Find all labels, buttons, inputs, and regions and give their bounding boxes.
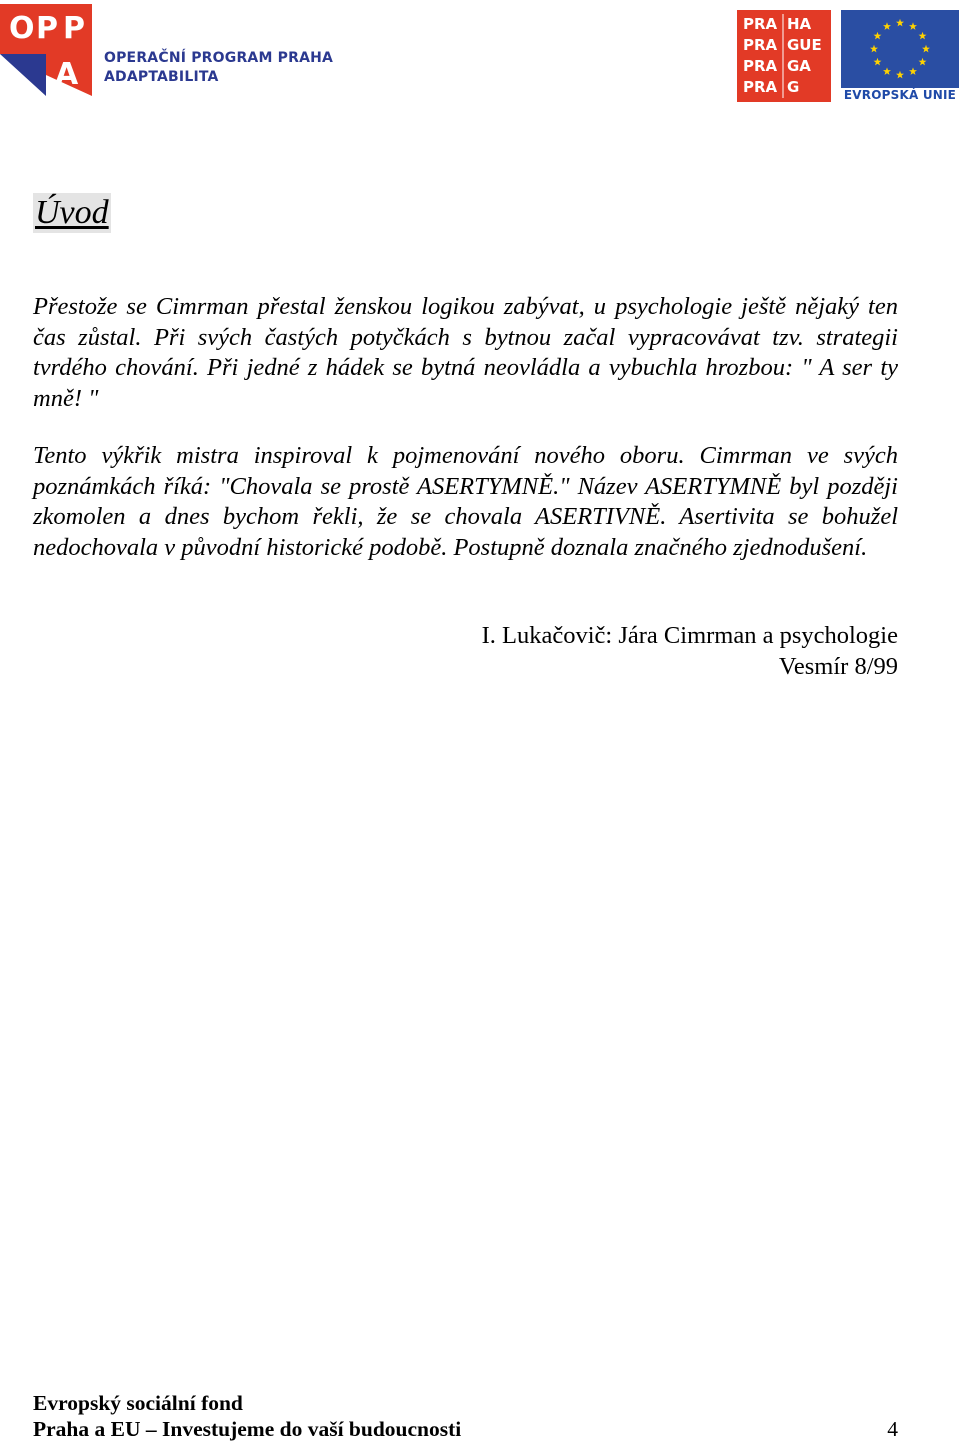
eu-flag-icon bbox=[841, 10, 959, 88]
opp-letter-a: A bbox=[55, 57, 79, 92]
praha-row3-left: PRA bbox=[743, 57, 778, 75]
praha-row4-right: G bbox=[787, 78, 800, 96]
page-number: 4 bbox=[887, 1417, 898, 1441]
praha-row1-left: PRA bbox=[743, 15, 778, 33]
opp-letter-o: O bbox=[9, 11, 35, 46]
paragraph-2: Tento výkřik mistra inspiroval k pojmenování nového oboru. Cimrman ve svých poznámkách říká: "Chovala se prostě ASERTYMNĚ." Název ASERTYMNĚ byl později zkomolen a dnes bychom řekli, že se chovala ASERTIVNĚ. Asertivita se bohužel nedochovala v původní historické podobě. Postupně doznala značného zjednodušení. bbox=[33, 442, 898, 561]
opp-letter-p1: P bbox=[36, 11, 58, 46]
page-header bbox=[0, 0, 960, 110]
eu-logo bbox=[841, 10, 959, 102]
eu-label: EVROPSKÁ UNIE bbox=[843, 88, 957, 102]
paragraph-1: Přestože se Cimrman přestal ženskou logikou zabývat, u psychologie ještě nějaký ten čas zůstal. Při svých častých potyčkách s bytnou začal vypracovávat tzv. strategii tvrdého chování. Při jedné z hádek se bytná neovládla a vybuchla hrozbou: " A ser ty mně! " bbox=[33, 293, 898, 412]
praha-row2-left: PRA bbox=[743, 36, 778, 54]
footer-line2: Praha a EU – Investujeme do vaší budoucnosti bbox=[33, 1417, 462, 1441]
praha-row2-right: GUE bbox=[787, 36, 822, 54]
praha-row3-right: GA bbox=[787, 57, 811, 75]
footer-line1: Evropský sociální fond bbox=[33, 1391, 243, 1415]
praha-row4-left: PRA bbox=[743, 78, 778, 96]
page-footer bbox=[33, 1390, 898, 1442]
opp-logo bbox=[0, 4, 92, 96]
praha-row1-right: HA bbox=[787, 15, 812, 33]
opp-program-name bbox=[104, 49, 333, 87]
page-title: Úvod bbox=[35, 194, 109, 231]
citation-author-title: I. Lukačovič: Jára Cimrman a psychologie bbox=[481, 622, 898, 649]
praha-logo bbox=[737, 10, 831, 102]
opp-program-line1: OPERAČNÍ PROGRAM PRAHA bbox=[104, 50, 334, 66]
opp-letter-p2: P bbox=[63, 11, 85, 46]
citation-source: Vesmír 8/99 bbox=[778, 652, 898, 680]
citation bbox=[482, 621, 898, 682]
opp-program-line2: ADAPTABILITA bbox=[104, 69, 219, 85]
